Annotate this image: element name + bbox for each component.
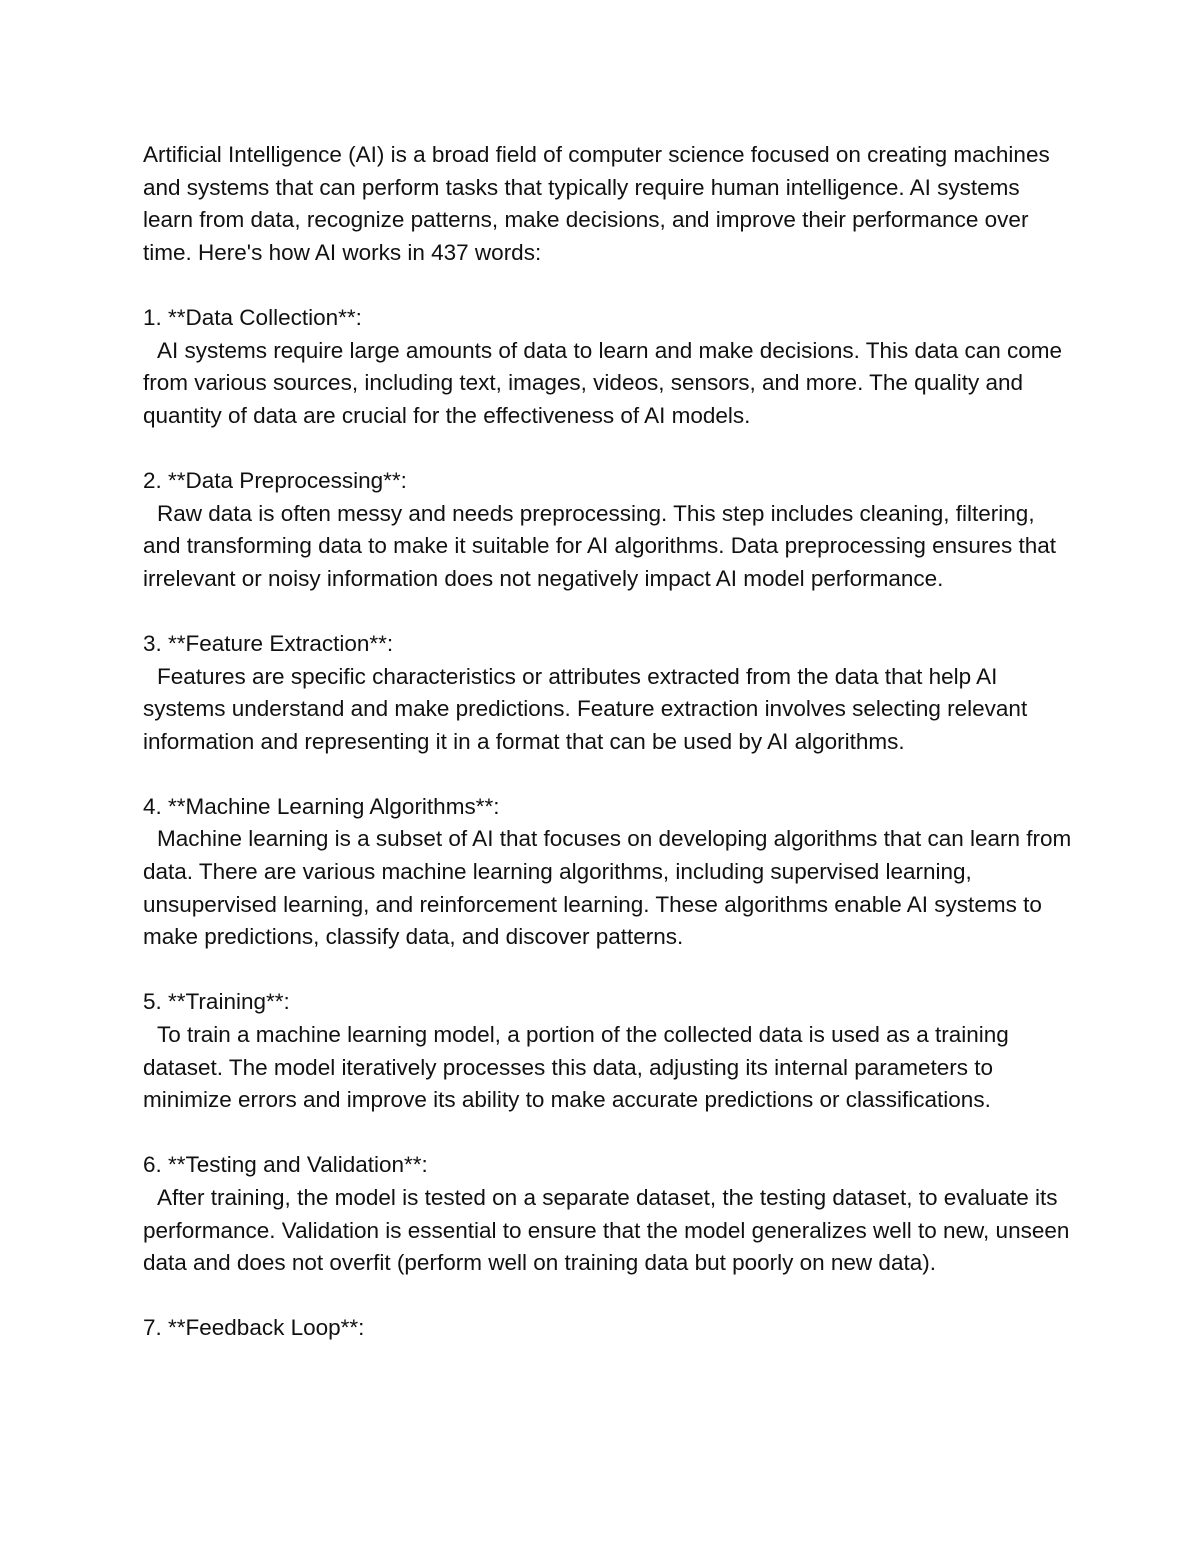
item-heading: 7. **Feedback Loop**: [143, 1315, 365, 1341]
list-item [143, 1149, 1073, 1279]
item-heading: 5. **Training**: [143, 989, 290, 1015]
list-item [143, 465, 1073, 595]
item-heading: 1. **Data Collection**: [143, 304, 362, 330]
item-body: After training, the model is tested on a separate dataset, the testing dataset, to evaluate its performance. Validation is essential to ensure that the model generalizes well to new, unseen data and does not overfit (perform well on training data but poorly on new data). [143, 1185, 1070, 1276]
item-heading: 4. **Machine Learning Algorithms**: [143, 793, 500, 819]
item-body: To train a machine learning model, a portion of the collected data is used as a training dataset. The model iteratively processes this data, adjusting its internal parameters to minimize errors and improve its ability to make accurate predictions or classifications. [143, 1022, 1009, 1113]
item-heading: 2. **Data Preprocessing**: [143, 467, 407, 493]
item-body: Features are specific characteristics or attributes extracted from the data that help AI systems understand and make predictions. Feature extraction involves selecting relevant information and representing it in a format that can be used by AI algorithms. [143, 663, 1028, 754]
item-body: Raw data is often messy and needs preprocessing. This step includes cleaning, filtering, and transforming data to make it suitable for AI algorithms. Data preprocessing ensures that irrelevant or noisy information does not negatively impact AI model performance. [143, 500, 1056, 591]
list-item [143, 791, 1073, 954]
list-item [143, 628, 1073, 758]
list-item [143, 986, 1073, 1116]
list-item [143, 302, 1073, 432]
item-body: Machine learning is a subset of AI that focuses on developing algorithms that can learn from data. There are various machine learning algorithms, including supervised learning, unsupervised learning, and reinforcement learning. These algorithms enable AI systems to make predictions, classify data, and discover patterns. [143, 826, 1072, 950]
list-item [143, 1312, 1073, 1345]
document-body [143, 139, 1073, 1378]
item-body: AI systems require large amounts of data to learn and make decisions. This data can come from various sources, including text, images, videos, sensors, and more. The quality and quantity of data are crucial for the effectiveness of AI models. [143, 337, 1063, 428]
intro-paragraph: Artificial Intelligence (AI) is a broad field of computer science focused on creating machines and systems that can perform tasks that typically require human intelligence. AI systems learn from data, recognize patterns, make decisions, and improve their performance over time. Here's how AI works in 437 words: [143, 142, 1050, 265]
item-heading: 6. **Testing and Validation**: [143, 1152, 428, 1178]
item-heading: 3. **Feature Extraction**: [143, 630, 394, 656]
